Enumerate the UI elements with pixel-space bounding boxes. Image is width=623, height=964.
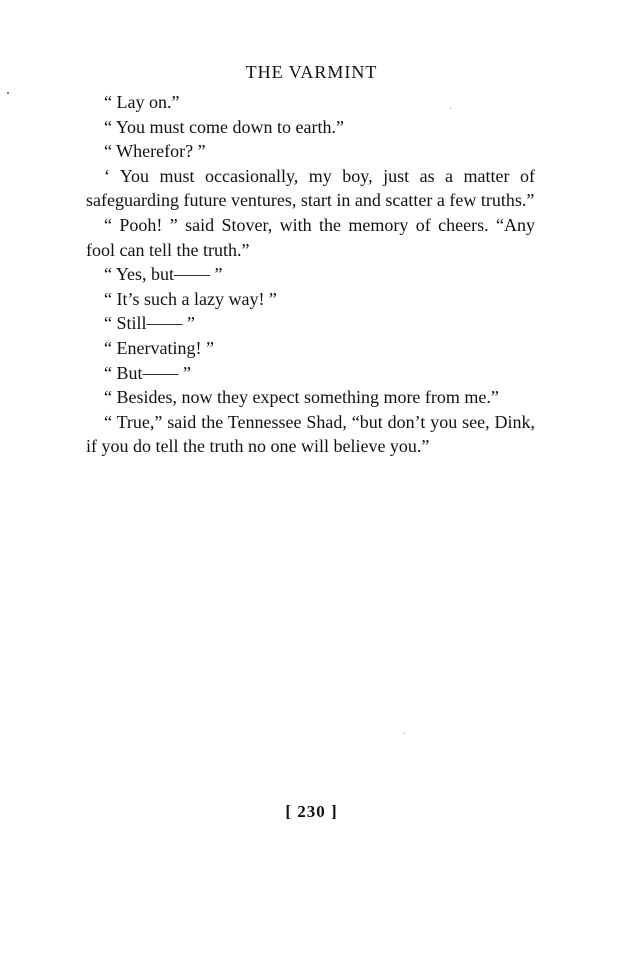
paragraph: “ Lay on.” [104, 92, 180, 112]
running-head: THE VARMINT [245, 62, 378, 82]
paragraph: ‘ You must occasionally, my boy, just as a matter of safeguarding future ventures, start in and scatter a few truths.” [86, 165, 535, 211]
scan-speck [7, 92, 9, 94]
paragraph: “ Enervating! ” [104, 337, 214, 358]
paragraph: “ Wherefor? ” [104, 141, 206, 162]
scan-speck [450, 108, 451, 109]
paragraph: “ Still—— ” [104, 313, 195, 334]
paragraph: “ True,” said the Tennessee Shad, “but don’t you see, Dink, if you do tell the truth no one will believe you.” [86, 411, 535, 457]
paragraph: “ Besides, now they expect something more from me.” [104, 387, 499, 408]
paragraph: “ You must come down to earth.” [104, 116, 344, 137]
paragraph: “ Pooh! ” said Stover, with the memory of cheers. “Any fool can tell the truth.” [86, 214, 535, 260]
scan-speck [404, 733, 405, 734]
page-number: [ 230 ] [285, 802, 338, 821]
body-text [86, 90, 535, 459]
paragraph: “ But—— ” [104, 362, 191, 383]
paragraph: “ It’s such a lazy way! ” [104, 288, 277, 309]
paragraph: “ Yes, but—— ” [104, 264, 223, 285]
